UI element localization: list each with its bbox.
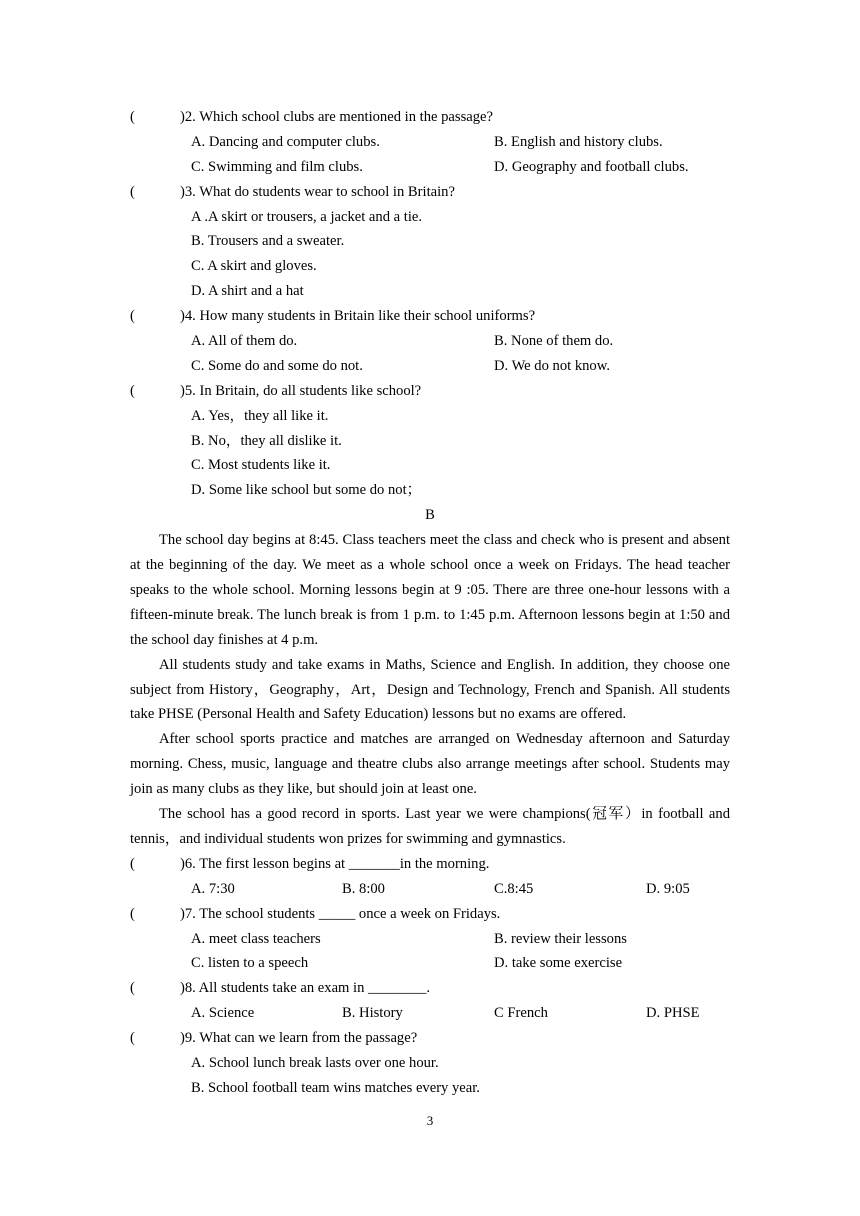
answer-paren: (: [130, 183, 135, 200]
passage-paragraph: The school day begins at 8:45. Class teachers meet the class and check who is present and absent at the beginning of the day. We meet as a whole school once a week on Fridays. The head teacher speaks to the whole school. Morning lessons begin at 9 :05. There are three one-hour lessons with a fifteen-minute break. The lunch break is from 1 p.m. to 1:45 p.m. Afternoon lessons begin at 1:50 and the school day finishes at 4 p.m.: [130, 532, 730, 648]
option-d: D. Some like school but some do not；: [191, 482, 422, 499]
option-b: B. English and history clubs.: [494, 133, 663, 150]
answer-paren: (: [130, 109, 135, 125]
option-d: D. take some exercise: [494, 955, 623, 972]
answer-paren: (: [130, 905, 135, 922]
option-d: D. PHSE: [646, 1005, 700, 1022]
options-row: [130, 877, 730, 902]
passage-paragraph: All students study and take exams in Maths, Science and English. In addition, they choose one subject from History，Geography，Art，Design and Technology, French and Spanish. All students take PHSE (Personal Health and Safety Education) lessons but no exams are offered.: [130, 656, 730, 723]
options-row: [130, 429, 730, 454]
question-4: [130, 304, 730, 329]
options-row: [130, 951, 730, 976]
option-b: B. None of them do.: [494, 333, 614, 350]
question-3: [130, 180, 730, 205]
option-a: A. Dancing and computer clubs.: [191, 133, 380, 150]
passage-paragraph: The school has a good record in sports. Last year we were champions(冠军）in football and tennis，and individual students won prizes for swimming and gymnastics.: [130, 806, 730, 848]
question-8: [130, 976, 730, 1001]
options-row: [130, 229, 730, 254]
option-c: C. Most students like it.: [191, 457, 331, 474]
option-d: D. We do not know.: [494, 357, 610, 374]
options-row: [130, 1001, 730, 1026]
question-stem: )4. How many students in Britain like their school uniforms?: [180, 308, 536, 325]
question-stem: )3. What do students wear to school in Britain?: [180, 183, 455, 200]
question-stem: )5. In Britain, do all students like school?: [180, 382, 422, 399]
answer-paren: (: [130, 308, 135, 325]
option-a: A. School lunch break lasts over one hour.: [191, 1055, 439, 1072]
option-a: A. 7:30: [191, 880, 235, 897]
option-c: C.8:45: [494, 880, 534, 897]
options-row: [130, 478, 730, 503]
option-d: D. A shirt and a hat: [191, 283, 304, 300]
option-a: A .A skirt or trousers, a jacket and a tie.: [191, 208, 423, 225]
option-c: C. Swimming and film clubs.: [191, 158, 363, 175]
option-b: B. Trousers and a sweater.: [191, 233, 345, 250]
question-7: [130, 902, 730, 927]
option-b: B. 8:00: [342, 880, 385, 897]
option-c: C. listen to a speech: [191, 955, 309, 972]
answer-paren: (: [130, 382, 135, 399]
answer-paren: (: [130, 1030, 135, 1047]
question-stem: )7. The school students _____ once a week on Fridays.: [180, 905, 501, 922]
options-row: [130, 130, 730, 155]
option-c: C. Some do and some do not.: [191, 357, 363, 374]
question-stem: )2. Which school clubs are mentioned in the passage?: [180, 109, 493, 125]
option-c: C French: [494, 1005, 548, 1022]
options-row: [130, 155, 730, 180]
answer-paren: (: [130, 980, 135, 997]
option-a: A. All of them do.: [191, 333, 298, 350]
options-row: [130, 279, 730, 304]
option-b: B. review their lessons: [494, 930, 627, 947]
option-a: A. meet class teachers: [191, 930, 321, 947]
question-9: [130, 1026, 730, 1051]
options-row: [130, 1051, 730, 1076]
options-row: [130, 205, 730, 230]
option-b: B. No，they all dislike it.: [191, 432, 342, 449]
option-d: D. 9:05: [646, 880, 690, 897]
option-a: A. Science: [191, 1005, 255, 1022]
option-b: B. History: [342, 1005, 403, 1022]
options-row: [130, 329, 730, 354]
option-d: D. Geography and football clubs.: [494, 158, 689, 175]
options-row: [130, 927, 730, 952]
options-row: [130, 404, 730, 429]
section-heading: B: [425, 507, 435, 524]
option-a: A. Yes，they all like it.: [191, 407, 329, 424]
options-row: [130, 354, 730, 379]
question-2: [130, 105, 730, 130]
option-c: C. A skirt and gloves.: [191, 258, 317, 275]
question-5: [130, 379, 730, 404]
answer-paren: (: [130, 855, 135, 872]
passage-paragraph: After school sports practice and matches are arranged on Wednesday afternoon and Saturday morning. Chess, music, language and theatre clubs also arrange meetings after school. Students may join as many clubs as they like, but should join at least one.: [130, 731, 730, 798]
options-row: [130, 453, 730, 478]
options-row: [130, 1076, 730, 1101]
question-6: [130, 852, 730, 877]
question-stem: )6. The first lesson begins at _______in the morning.: [180, 855, 490, 872]
question-stem: )8. All students take an exam in ________.: [180, 980, 431, 997]
page-number: 3: [426, 1113, 434, 1128]
question-stem: )9. What can we learn from the passage?: [180, 1030, 418, 1047]
page-content: [130, 105, 730, 1101]
option-b: B. School football team wins matches every year.: [191, 1079, 480, 1096]
options-row: [130, 254, 730, 279]
